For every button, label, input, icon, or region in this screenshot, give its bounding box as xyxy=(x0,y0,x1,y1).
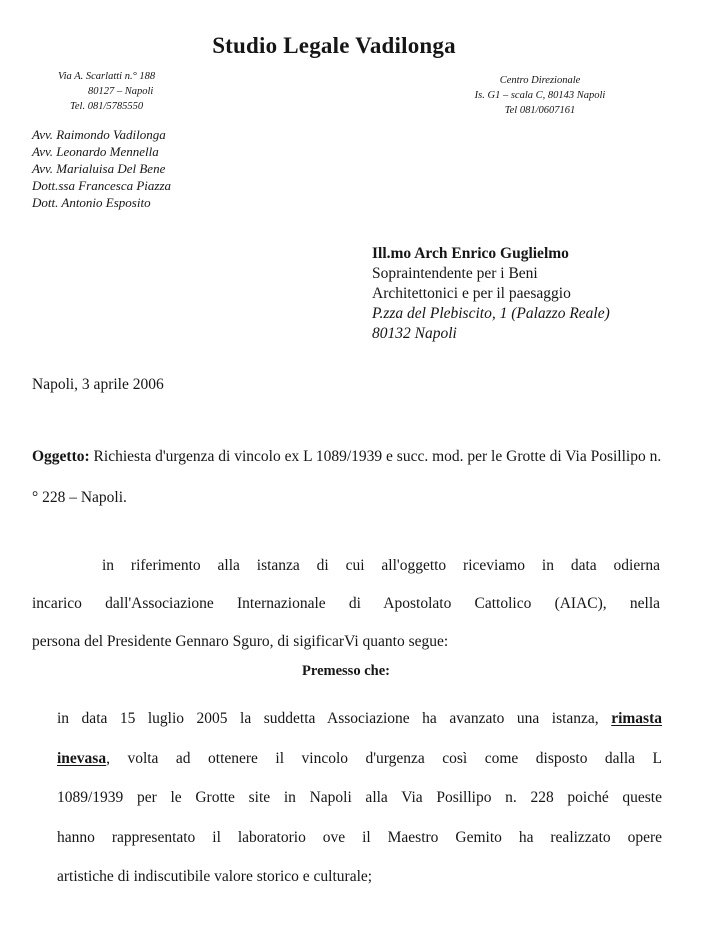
paragraph-line: persona del Presidente Gennaro Sguro, di sigificarVi quanto segue: xyxy=(32,633,449,650)
firm-name: Studio Legale Vadilonga xyxy=(212,33,456,58)
body-text: in data 15 luglio 2005 la suddetta Associazione ha avanzato una istanza, xyxy=(57,710,599,727)
address-left-line: 80127 – Napoli xyxy=(88,86,154,97)
recipient-title: Sopraintendente per i Beni xyxy=(372,265,538,282)
lawyer-name: Avv. Leonardo Mennella xyxy=(32,144,159,159)
recipient-address: P.zza del Plebiscito, 1 (Palazzo Reale) xyxy=(372,305,610,322)
recipient-city: 80132 Napoli xyxy=(372,325,457,342)
paragraph-line: 1089/1939 per le Grotte site in Napoli alla Via Posillipo n. 228 poiché queste xyxy=(57,789,662,806)
paragraph-line: artistiche di indiscutibile valore storico e culturale; xyxy=(57,868,373,885)
subject-label: Oggetto: xyxy=(32,448,90,465)
section-title: Premesso che: xyxy=(302,663,390,679)
subject xyxy=(32,436,662,518)
address-right-line: Is. G1 – scala C, 80143 Napoli xyxy=(474,90,606,101)
emphasis-text: inevasa xyxy=(57,749,107,767)
emphasis-text: rimasta xyxy=(611,710,662,727)
recipient-name: Ill.mo Arch Enrico Guglielmo xyxy=(372,245,569,262)
subject-text: Richiesta d'urgenza di vincolo ex L 1089/1939 e succ. mod. per le Grotte di Via Posillipo n.° 228 – Napoli. xyxy=(32,448,662,506)
address-right-line: Centro Direzionale xyxy=(499,75,581,86)
address-right xyxy=(455,73,625,118)
paragraph-line xyxy=(57,699,662,739)
body-text: , volta ad ottenere il vincolo d'urgenza così come disposto dalla L xyxy=(106,749,662,767)
paragraph-line: hanno rappresentato il laboratorio ove il Maestro Gemito ha realizzato opere xyxy=(57,828,662,846)
lawyer-name: Dott. Antonio Esposito xyxy=(32,195,151,210)
recipient-title: Architettonici e per il paesaggio xyxy=(372,285,571,302)
lawyer-name: Avv. Raimondo Vadilonga xyxy=(32,127,166,142)
address-left xyxy=(58,69,155,114)
body-paragraph xyxy=(57,699,662,897)
lawyers-list xyxy=(32,126,171,211)
address-left-line: Tel. 081/5785550 xyxy=(70,101,144,112)
lawyer-name: Dott.ssa Francesca Piazza xyxy=(32,178,172,193)
paragraph-line: incarico dall'Associazione Internazionale di Apostolato Cattolico (AIAC), nella xyxy=(32,595,660,612)
paragraph-line xyxy=(57,739,662,779)
recipient-block xyxy=(372,244,610,344)
paragraph-line: in riferimento alla istanza di cui all'oggetto riceviamo in data odierna xyxy=(102,557,660,574)
address-left-line: Via A. Scarlatti n.° 188 xyxy=(58,71,156,82)
letter-date: Napoli, 3 aprile 2006 xyxy=(32,376,164,393)
intro-paragraph xyxy=(32,547,660,661)
address-right-line: Tel 081/0607161 xyxy=(504,105,576,116)
lawyer-name: Avv. Marialuisa Del Bene xyxy=(32,161,166,176)
